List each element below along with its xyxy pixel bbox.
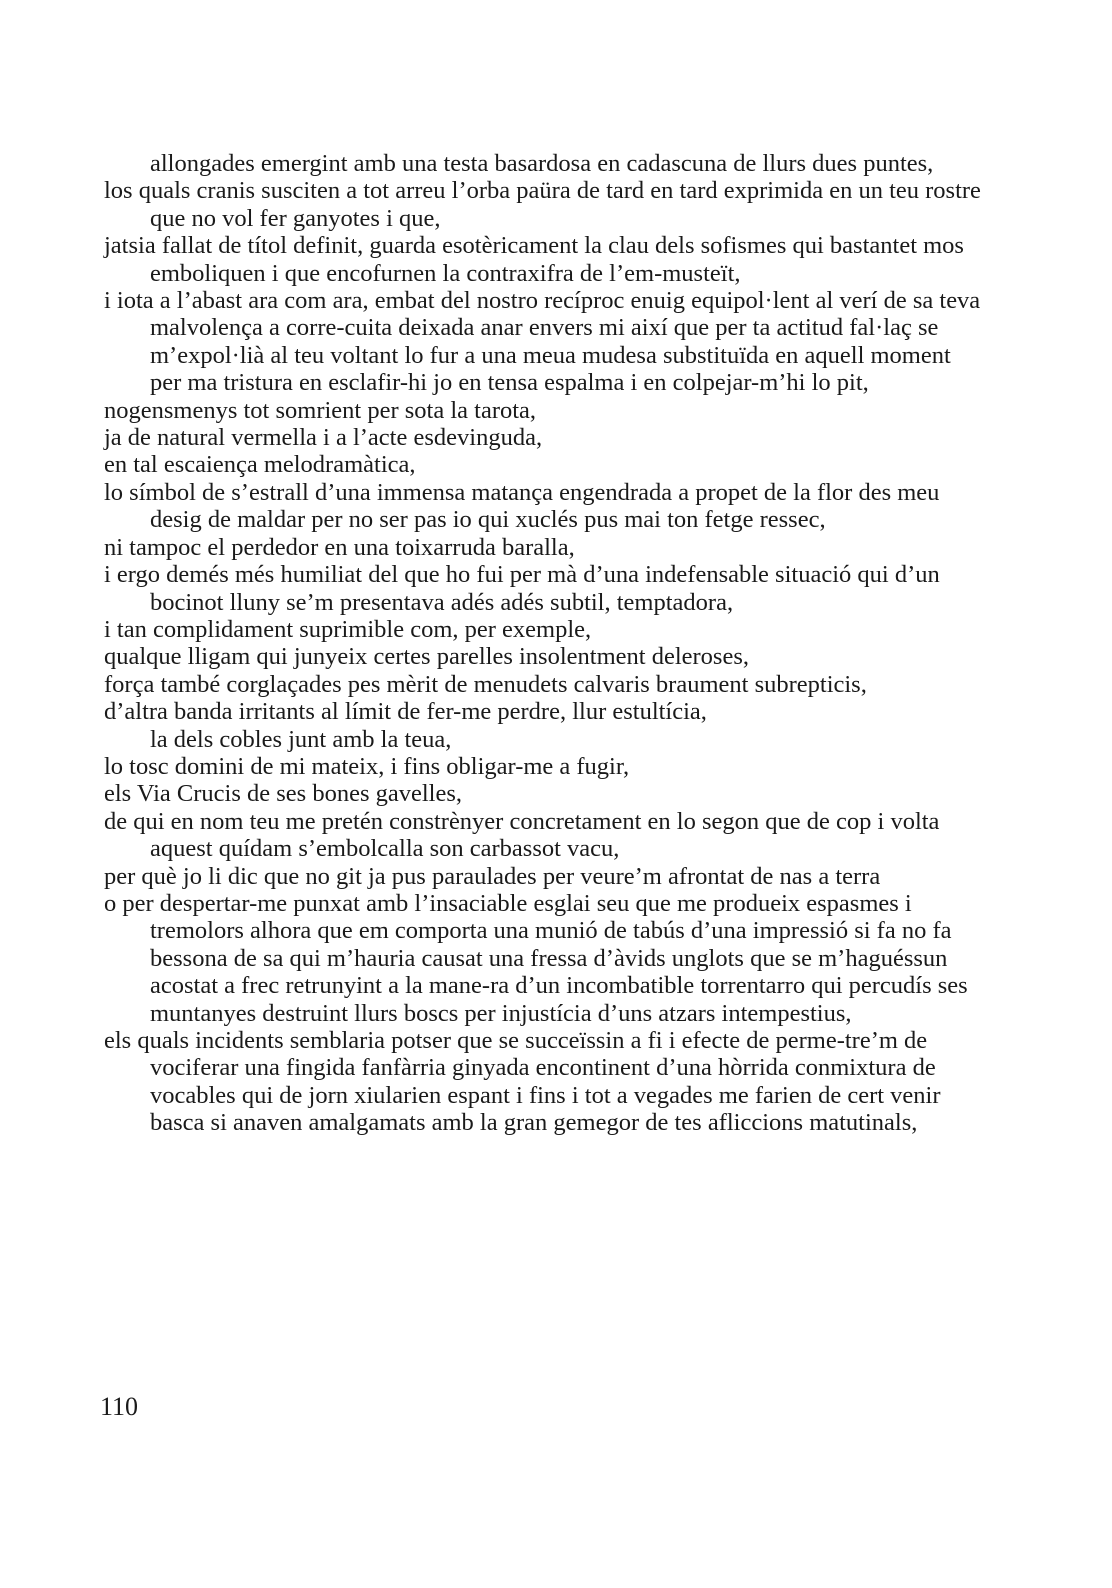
verse-line: la dels cobles junt amb la teua,	[150, 725, 452, 753]
verse-line: nogensmenys tot somrient per sota la tarota,	[104, 396, 537, 424]
verse-line: allongades emergint amb una testa basardosa en cadascuna de llurs dues puntes,	[150, 150, 934, 177]
verse-line: de qui en nom teu me pretén constrènyer concretament en lo segon que de cop i volta aquest quídam s’embolcalla son carbassot vacu,	[104, 807, 940, 863]
verse-line: força també corglaçades pes mèrit de menudets calvaris braument subrepticis,	[104, 670, 867, 698]
verse-line: qualque lligam qui junyeix certes parelles insolentment deleroses,	[104, 643, 749, 671]
verse-line: lo tosc domini de mi mateix, i fins obligar-me a fugir,	[104, 752, 630, 780]
page-number: 110	[100, 1392, 139, 1421]
verse-line: els Via Crucis de ses bones gavelles,	[104, 780, 463, 808]
verse-line: ni tampoc el perdedor en una toixarruda baralla,	[104, 533, 575, 561]
verse-line: en tal escaiença melodramàtica,	[104, 451, 416, 479]
verse-line: i ergo demés més humiliat del que ho fui per mà d’una indefensable situació qui d’un bocinot lluny se’m presentava adés adés subtil, temptadora,	[104, 561, 940, 616]
verse-line: i iota a l’abast ara com ara, embat del nostro recíproc enuig equipol·lent al verí de sa teva malvolença a corre-cuita deixada anar envers mi així que per ta actitud fal·laç se m’expol·lià al teu voltant lo fur a una meua mudesa substituïda en aquell moment per ma tristura en esclafir-hi jo en tensa espalma i en colpejar-m’hi lo pit,	[104, 287, 981, 397]
verse-line: ja de natural vermella i a l’acte esdevinguda,	[104, 424, 543, 452]
verse-line: los quals cranis susciten a tot arreu l’orba paüra de tard en tard exprimida en un teu rostre que no vol fer ganyotes i que,	[104, 177, 981, 232]
verse-line: i tan complidament suprimible com, per exemple,	[104, 615, 592, 643]
verse-line: els quals incidents semblaria potser que se succeïssin a fi i efecte de perme-tre’m de vociferar una fingida fanfàrria ginyada encontinent d’una hòrrida conmixtura de vocables qui de jorn xiularien espant i fins i tot a vegades me farien de cert venir basca si anaven amalgamats amb la gran gemegor de tes afliccions matutinals,	[104, 1027, 941, 1137]
verse-line: d’altra banda irritants al límit de fer-me perdre, llur estultícia,	[104, 698, 707, 726]
verse-line: lo símbol de s’estrall d’una immensa matança engendrada a propet de la flor des meu desig de maldar per no ser pas io qui xuclés pus mai ton fetge ressec,	[104, 478, 940, 534]
verse-line: jatsia fallat de títol definit, guarda esotèricament la clau dels sofismes qui bastantet mos emboliquen i que encofurnen la contraxifra de l’em-musteït,	[104, 232, 964, 287]
verse-line: per què jo li dic que no git ja pus paraulades per veure’m afrontat de nas a terra	[104, 862, 881, 890]
verse-line: o per despertar-me punxat amb l’insaciable esglai seu que me produeix espasmes i tremolors alhora que em comporta una munió de tabús d’una impressió si fa no fa bessona de sa qui m’hauria causat una fressa d’àvids unglots que se m’haguéssun acostat a frec retrunyint a la mane-ra d’un incombatible torrentarro qui percudís ses muntanyes destruint llurs boscs per injustícia d’uns atzars intempestius,	[104, 889, 968, 1027]
poem-text	[104, 150, 984, 1137]
